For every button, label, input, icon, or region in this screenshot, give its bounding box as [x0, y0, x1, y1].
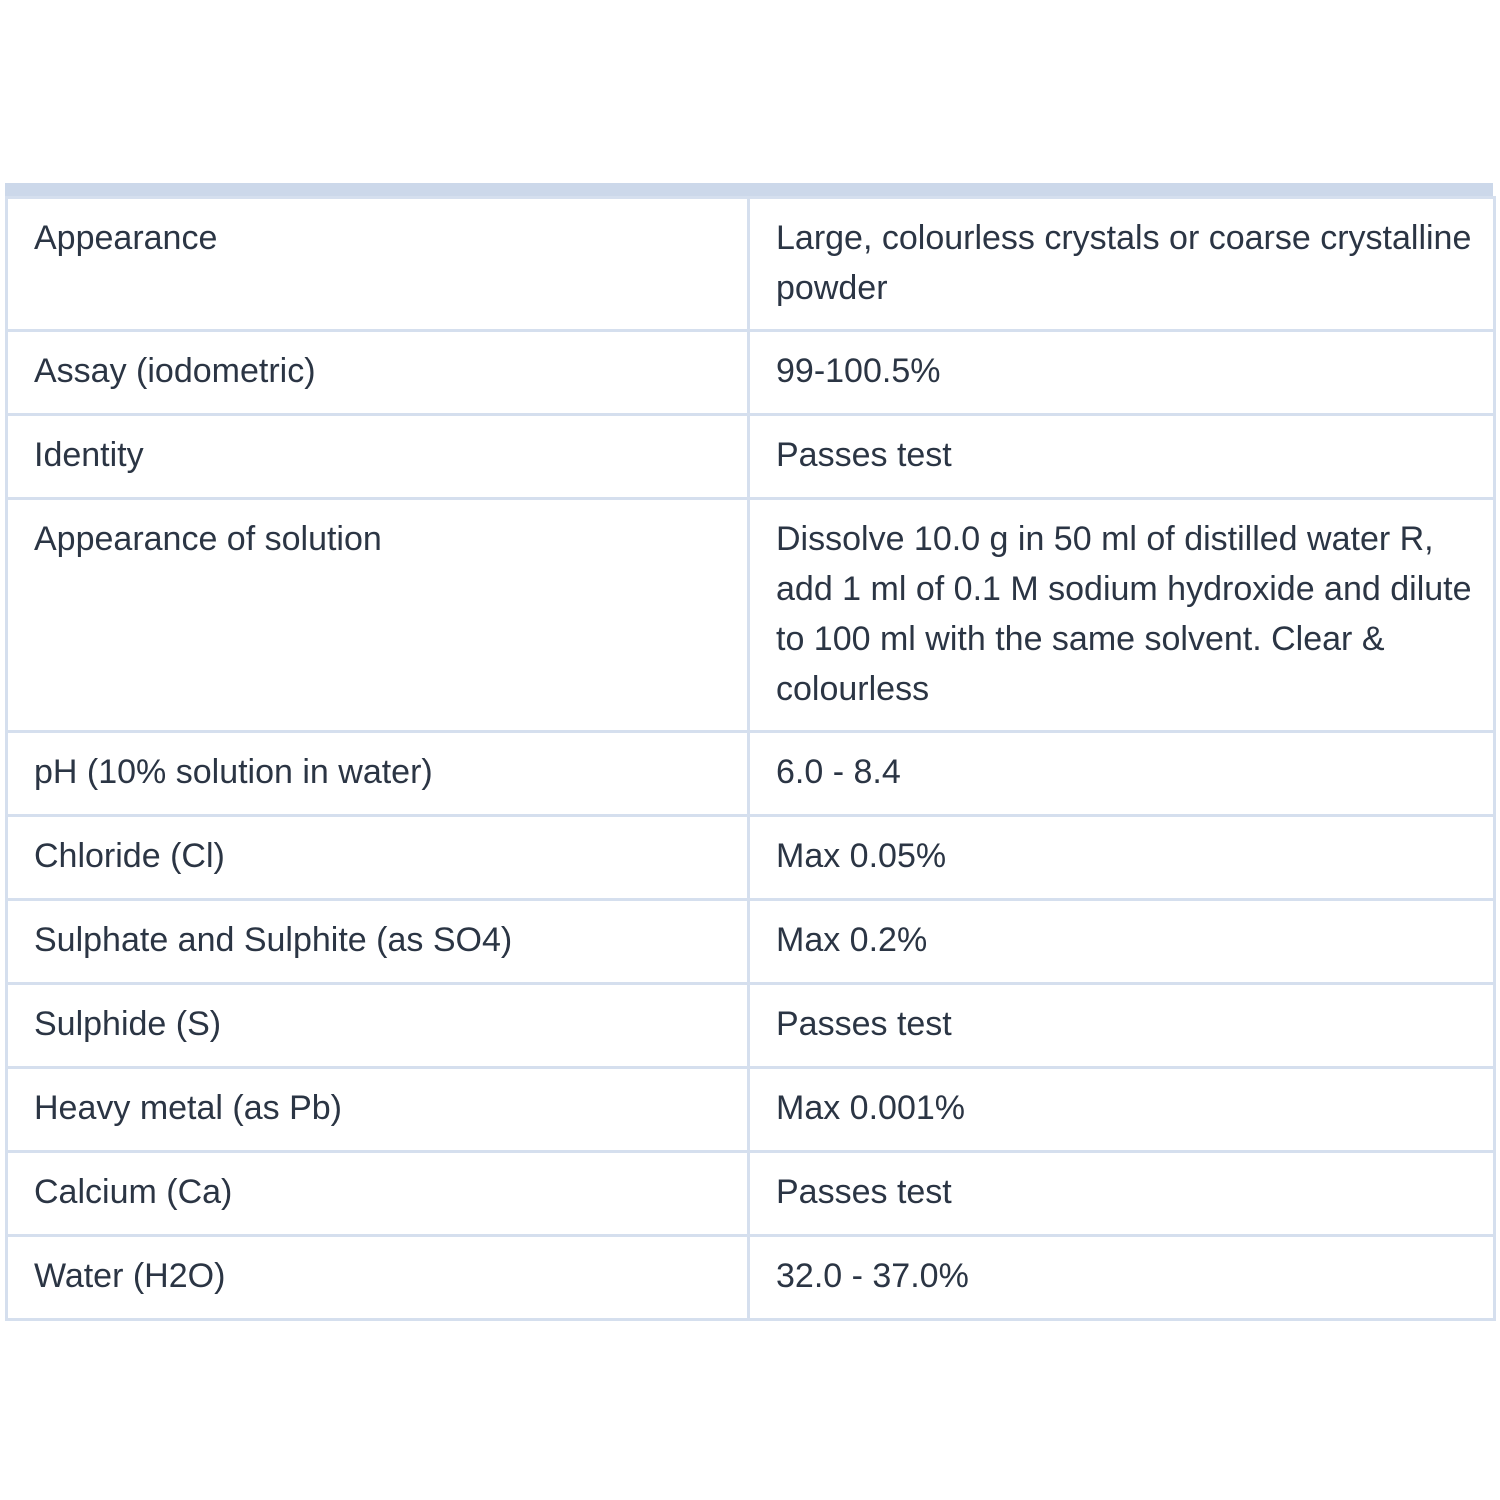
specification-table	[5, 196, 1496, 1321]
table-row	[7, 415, 1495, 499]
parameter-cell: Chloride (Cl)	[7, 816, 749, 900]
specification-cell: 99-100.5%	[749, 331, 1495, 415]
table-row	[7, 1236, 1495, 1320]
specification-cell: Max 0.2%	[749, 900, 1495, 984]
specification-cell: 32.0 - 37.0%	[749, 1236, 1495, 1320]
parameter-cell: Sulphate and Sulphite (as SO4)	[7, 900, 749, 984]
specification-table-container	[5, 183, 1493, 1321]
parameter-cell: Sulphide (S)	[7, 984, 749, 1068]
specification-cell: Passes test	[749, 415, 1495, 499]
table-row	[7, 499, 1495, 732]
specification-cell: Passes test	[749, 1152, 1495, 1236]
specification-cell: Max 0.001%	[749, 1068, 1495, 1152]
table-row	[7, 816, 1495, 900]
specification-cell: Dissolve 10.0 g in 50 ml of distilled water R, add 1 ml of 0.1 M sodium hydroxide and dilute to 100 ml with the same solvent. Clear & colourless	[749, 499, 1495, 732]
table-row	[7, 984, 1495, 1068]
parameter-cell: Appearance	[7, 198, 749, 331]
table-row	[7, 331, 1495, 415]
specification-cell: Passes test	[749, 984, 1495, 1068]
parameter-cell: Assay (iodometric)	[7, 331, 749, 415]
table-row	[7, 198, 1495, 331]
parameter-cell: Calcium (Ca)	[7, 1152, 749, 1236]
parameter-cell: Appearance of solution	[7, 499, 749, 732]
parameter-cell: pH (10% solution in water)	[7, 732, 749, 816]
parameter-cell: Heavy metal (as Pb)	[7, 1068, 749, 1152]
specification-cell: Max 0.05%	[749, 816, 1495, 900]
table-row	[7, 1152, 1495, 1236]
table-row	[7, 900, 1495, 984]
table-row	[7, 1068, 1495, 1152]
parameter-cell: Identity	[7, 415, 749, 499]
parameter-cell: Water (H2O)	[7, 1236, 749, 1320]
specification-cell: 6.0 - 8.4	[749, 732, 1495, 816]
table-row	[7, 732, 1495, 816]
specification-cell: Large, colourless crystals or coarse crystalline powder	[749, 198, 1495, 331]
